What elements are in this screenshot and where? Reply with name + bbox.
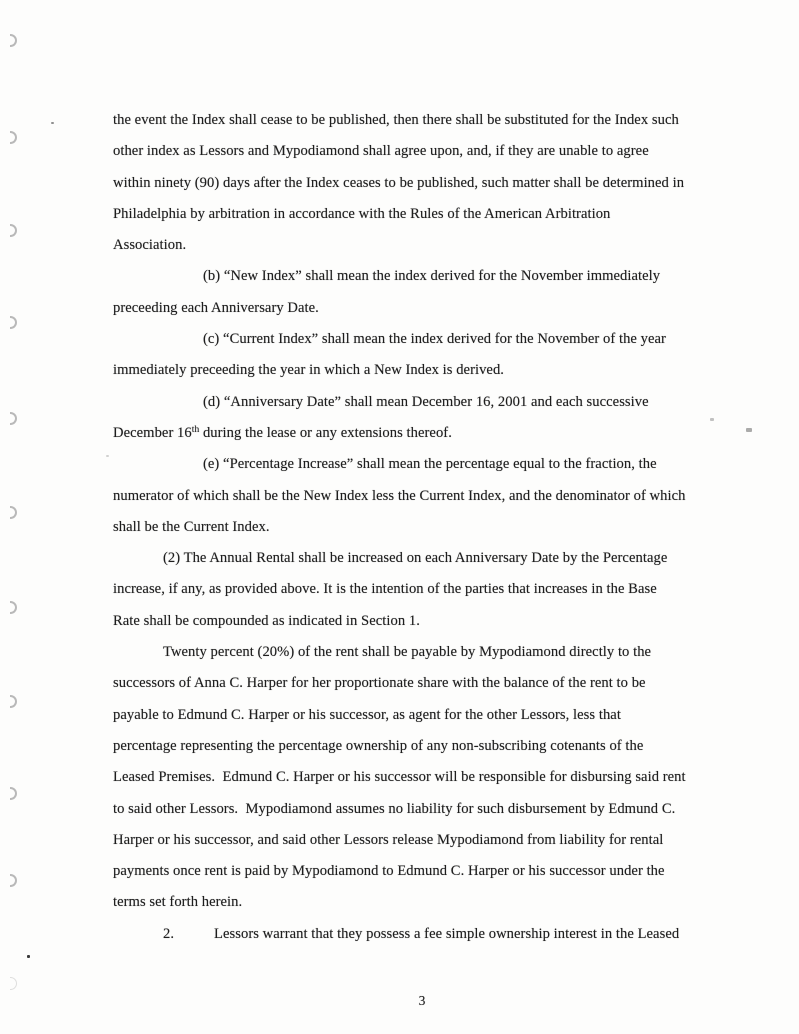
- binding-hole-mark: [10, 601, 17, 614]
- binding-hole-mark: [10, 224, 17, 237]
- text-line: Philadelphia by arbitration in accordance with the Rules of the American Arbitration: [113, 205, 611, 222]
- text-line: Twenty percent (20%) of the rent shall be payable by Mypodiamond directly to the: [163, 644, 652, 661]
- text-line: (b) “New Index” shall mean the index derived for the November immediately: [203, 268, 661, 285]
- text-line: Leased Premises. Edmund C. Harper or his successor will be responsible for disbursing said rent: [113, 769, 686, 786]
- text-line: preceeding each Anniversary Date.: [113, 299, 319, 316]
- text-line: (d) “Anniversary Date” shall mean December 16, 2001 and each successive: [203, 393, 649, 410]
- text-line: percentage representing the percentage ownership of any non-subscribing cotenants of the: [113, 737, 644, 754]
- binding-hole-mark: [10, 506, 17, 519]
- text-line: terms set forth herein.: [113, 894, 243, 911]
- scan-speck: [27, 955, 30, 958]
- text-line: shall be the Current Index.: [113, 518, 270, 535]
- text-line: December 16th during the lease or any extensions thereof.: [113, 424, 452, 441]
- binding-hole-mark: [10, 787, 17, 800]
- text-line: increase, if any, as provided above. It is the intention of the parties that increases in the Base: [113, 581, 657, 598]
- text-line: successors of Anna C. Harper for her proportionate share with the balance of the rent to be: [113, 675, 646, 692]
- scan-speck: [51, 122, 54, 124]
- binding-hole-mark: [10, 131, 17, 144]
- text-line: other index as Lessors and Mypodiamond shall agree upon, and, if they are unable to agree: [113, 143, 649, 160]
- text-line: immediately preceeding the year in which a New Index is derived.: [113, 362, 505, 379]
- binding-hole-mark: [10, 695, 17, 708]
- text-line: 2. Lessors warrant that they possess a fee simple ownership interest in the Leased: [163, 925, 680, 942]
- text-line: (2) The Annual Rental shall be increased on each Anniversary Date by the Percentage: [163, 550, 668, 567]
- text-line: numerator of which shall be the New Index less the Current Index, and the denominator of which: [113, 487, 686, 504]
- document-body: [113, 105, 753, 950]
- text-line: (e) “Percentage Increase” shall mean the percentage equal to the fraction, the: [203, 456, 657, 473]
- page-number: 3: [418, 993, 426, 1008]
- binding-hole-mark: [10, 874, 17, 887]
- text-line: Harper or his successor, and said other Lessors release Mypodiamond from liability for rental: [113, 831, 664, 848]
- superscript-text: th: [191, 424, 200, 435]
- text-line: payable to Edmund C. Harper or his successor, as agent for the other Lessors, less that: [113, 706, 621, 723]
- binding-hole-mark: [10, 34, 17, 47]
- text-line: Rate shall be compounded as indicated in Section 1.: [113, 612, 420, 629]
- text-line: Association.: [113, 237, 187, 254]
- binding-hole-mark: [10, 412, 17, 425]
- scan-speck: [106, 455, 109, 457]
- text-line: to said other Lessors. Mypodiamond assumes no liability for such disbursement by Edmund C.: [113, 800, 676, 817]
- text-line: payments once rent is paid by Mypodiamond to Edmund C. Harper or his successor under the: [113, 863, 665, 880]
- binding-hole-mark: [10, 316, 17, 329]
- binding-hole-mark: [10, 977, 17, 990]
- text-line: the event the Index shall cease to be published, then there shall be substituted for the Index such: [113, 112, 679, 128]
- text-line: (c) “Current Index” shall mean the index derived for the November of the year: [203, 331, 666, 348]
- text-line: within ninety (90) days after the Index ceases to be published, such matter shall be determined in: [113, 174, 685, 191]
